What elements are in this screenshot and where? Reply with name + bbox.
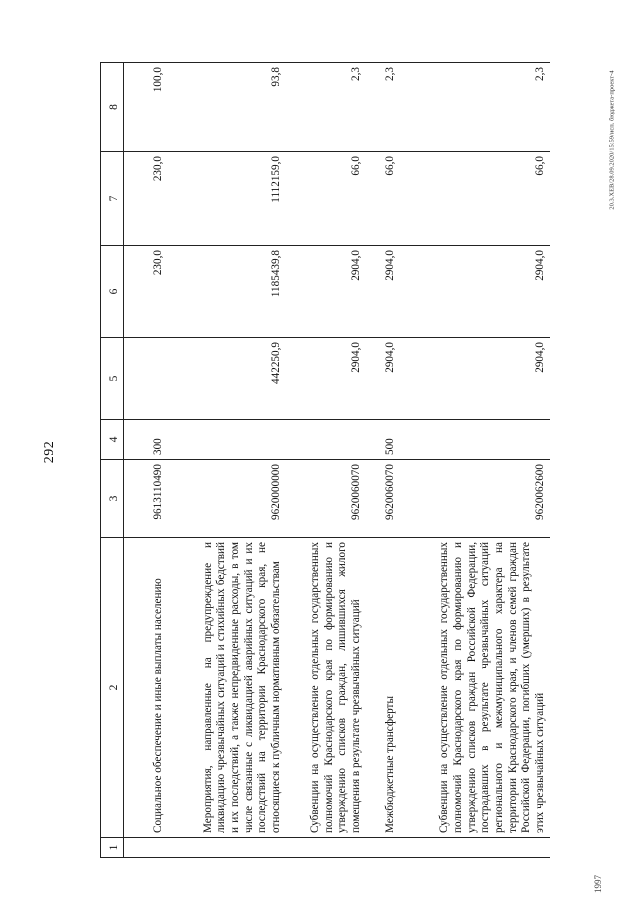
header-col-1: 1 [101,838,124,858]
document-stamp: 20.3.ХЕВ/28.09.2020/15:59/исп. бюджета-проект-4 [608,70,616,210]
row-expense-type: 500 [366,420,400,460]
row-value-7: 1112159,0 [168,152,286,246]
row-name: Мероприятия, направленные на предупреждение и ликвидацию чрезвычайных ситуаций и стихийных бедствий и их последствий, а также непредвиденные расходы, в том числе связанные с ликвидацией аварийных ситуаций и их последствий на территории Краснодарского края, не относящиеся к публичным нормативным обязательствам [168,538,286,838]
row-name: Социальное обеспечение и иные выплаты населению [124,538,168,838]
budget-table [100,62,550,858]
corner-mark: 1997 [593,875,603,893]
row-code: 9620060070 [366,460,400,538]
row-name: Субвенции на осуществление отдельных государственных полномочий Краснодарского края по формированию и утверждению списков граждан Российской Федерации, пострадавших в результате чрезвычайных ситуаций регионального и межмуниципального характера на территории Краснодарского края, и членов семей граждан Российской Федерации, погибших (умерших) в результате этих чрезвычайных ситуаций [400,538,550,838]
row-number [400,838,550,858]
row-expense-type [168,420,286,460]
rotated-table-wrapper [100,63,578,858]
header-col-6: 6 [101,246,124,338]
table-row [124,63,168,858]
row-code: 9620062600 [400,460,550,538]
row-value-7: 66,0 [400,152,550,246]
row-code: 9613110490 [124,460,168,538]
row-value-6: 2904,0 [366,246,400,338]
row-value-8: 2,3 [286,63,366,152]
row-number [366,838,400,858]
row-value-5: 2904,0 [286,338,366,420]
header-col-4: 4 [101,420,124,460]
table-row [168,63,286,858]
row-name: Субвенции на осуществление отдельных государственных полномочий Краснодарского края по формированию и утверждению списков граждан, лишившихся жилого помещения в результате чрезвычайных ситуаций [286,538,366,838]
header-col-2: 2 [101,538,124,838]
row-value-6: 230,0 [124,246,168,338]
row-value-6: 2904,0 [286,246,366,338]
row-value-7: 66,0 [366,152,400,246]
page-number: 292 [42,440,57,464]
row-value-5 [124,338,168,420]
row-expense-type [400,420,550,460]
row-value-6: 2904,0 [400,246,550,338]
row-number [124,838,168,858]
row-value-5: 2904,0 [366,338,400,420]
header-row [101,63,124,858]
row-value-8: 93,8 [168,63,286,152]
header-col-3: 3 [101,460,124,538]
row-value-8: 2,3 [366,63,400,152]
row-expense-type: 300 [124,420,168,460]
table-row [366,63,400,858]
header-col-5: 5 [101,338,124,420]
row-number [286,838,366,858]
table-row [286,63,366,858]
row-value-7: 230,0 [124,152,168,246]
row-name: Межбюджетные трансферты [366,538,400,838]
row-value-6: 1185439,8 [168,246,286,338]
header-col-8: 8 [101,63,124,152]
table-row [400,63,550,858]
row-value-8: 100,0 [124,63,168,152]
header-col-7: 7 [101,152,124,246]
row-expense-type [286,420,366,460]
row-value-8: 2,3 [400,63,550,152]
row-code: 9620060070 [286,460,366,538]
row-value-5: 2904,0 [400,338,550,420]
row-code: 9620000000 [168,460,286,538]
row-number [168,838,286,858]
row-value-7: 66,0 [286,152,366,246]
row-value-5: 442250,9 [168,338,286,420]
